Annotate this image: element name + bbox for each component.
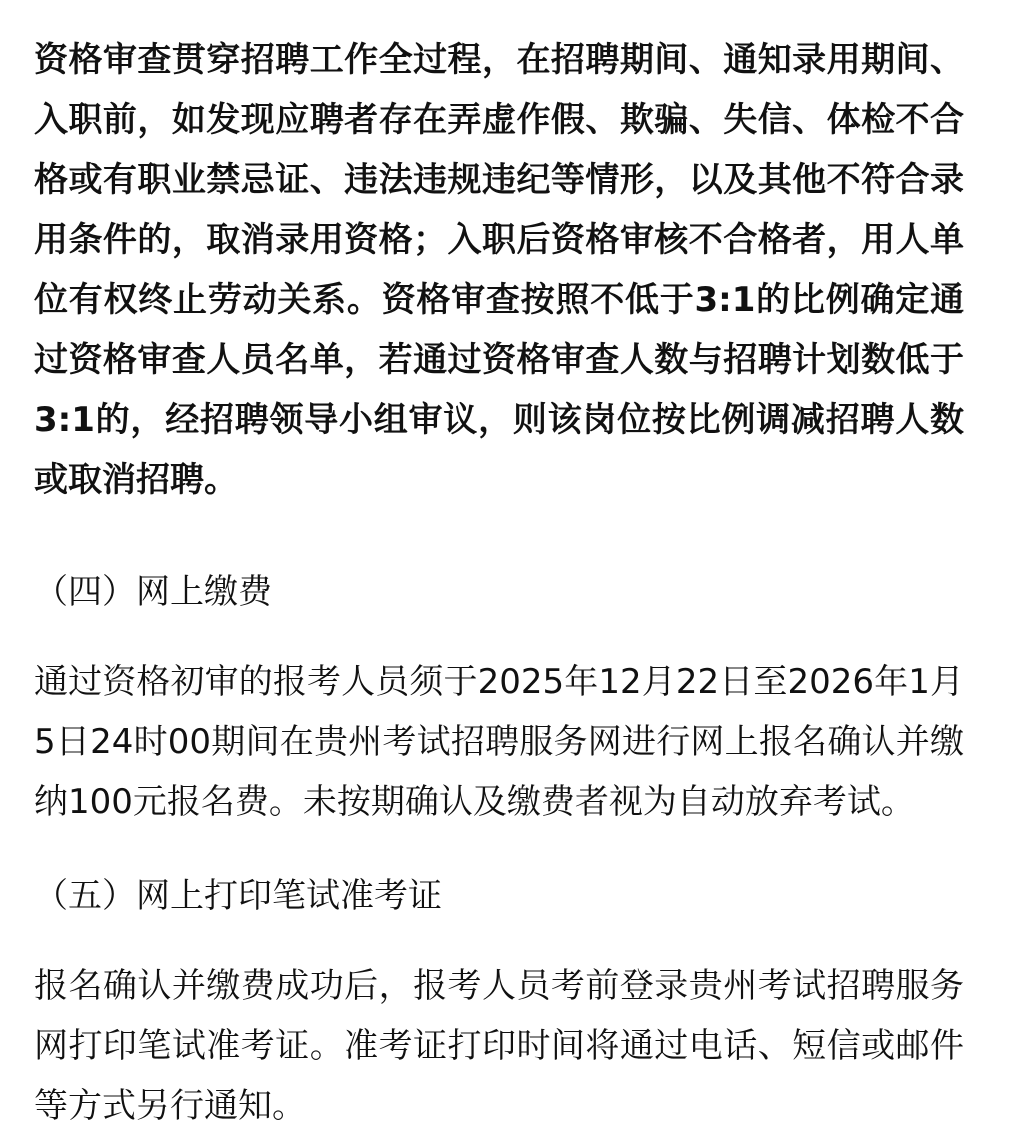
admission-ticket-paragraph: 报名确认并缴费成功后，报考人员考前登录贵州考试招聘服务网打印笔试准考证。准考证打印时间将通过电话、短信或邮件等方式另行通知。	[34, 966, 964, 1126]
spacer	[34, 510, 964, 562]
document-body	[34, 30, 964, 1136]
online-payment-paragraph: 通过资格初审的报考人员须于2025年12月22日至2026年1月5日24时00期间在贵州考试招聘服务网进行网上报名确认并缴纳100元报名费。未按期确认及缴费者视为自动放弃考试。	[34, 662, 964, 822]
spacer	[34, 622, 964, 652]
spacer	[34, 832, 964, 866]
spacer	[34, 926, 964, 956]
section-heading-online-payment: （四）网上缴费	[34, 572, 272, 612]
section-heading-admission-ticket: （五）网上打印笔试准考证	[34, 876, 442, 916]
qualification-review-paragraph: 资格审查贯穿招聘工作全过程，在招聘期间、通知录用期间、入职前，如发现应聘者存在弄虚作假、欺骗、失信、体检不合格或有职业禁忌证、违法违规违纪等情形，以及其他不符合录用条件的，取消录用资格；入职后资格审核不合格者，用人单位有权终止劳动关系。资格审查按照不低于3:1的比例确定通过资格审查人员名单，若通过资格审查人数与招聘计划数低于3:1的，经招聘领导小组审议，则该岗位按比例调减招聘人数或取消招聘。	[34, 40, 964, 500]
